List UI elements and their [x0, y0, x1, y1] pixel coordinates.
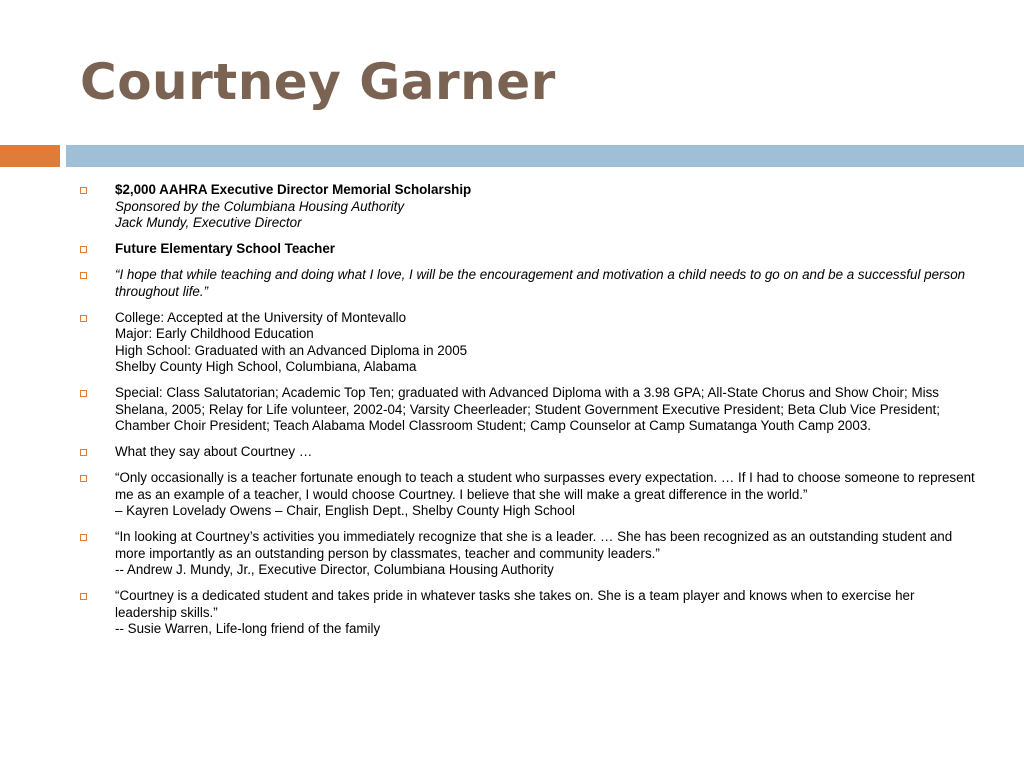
hollow-square-bullet-icon: [80, 449, 87, 456]
accent-bar-blue: [66, 145, 1024, 167]
testimonial-attribution: – Kayren Lovelady Owens – Chair, English Dept., Shelby County High School: [115, 503, 576, 518]
hollow-square-bullet-icon: [80, 475, 87, 482]
testimonial-quote: “Only occasionally is a teacher fortunate enough to teach a student who surpasses every expectation. … If I had to choose someone to represent me as an example of a teacher, I would choose Courtney. I believe that she will make a great difference in the world.”: [115, 470, 975, 502]
list-item-career-goal: [80, 241, 975, 258]
testimonials-intro-text: What they say about Courtney …: [115, 444, 313, 459]
list-item-testimonials-intro: [80, 444, 975, 461]
testimonial-quote: “In looking at Courtney’s activities you immediately recognize that she is a leader. … She has been recognized as an outstanding student and more importantly as an outstanding person by classmates, teacher and community leaders.”: [115, 529, 953, 561]
hollow-square-bullet-icon: [80, 390, 87, 397]
education-school-name: Shelby County High School, Columbiana, Alabama: [115, 359, 417, 374]
education-college: College: Accepted at the University of Montevallo: [115, 309, 407, 325]
hollow-square-bullet-icon: [80, 187, 87, 194]
list-item-testimonial-mundy: [80, 529, 975, 579]
hollow-square-bullet-icon: [80, 593, 87, 600]
education-major: Major: Early Childhood Education: [115, 326, 314, 341]
list-item-education: [80, 310, 975, 376]
scholarship-sponsor: Sponsored by the Columbiana Housing Authority: [115, 198, 405, 214]
scholarship-contact: Jack Mundy, Executive Director: [115, 215, 302, 230]
testimonial-quote: “Courtney is a dedicated student and takes pride in whatever tasks she takes on. She is a team player and knows when to exercise her leadership skills.”: [115, 588, 915, 620]
testimonial-attribution: -- Susie Warren, Life-long friend of the family: [115, 621, 381, 636]
accent-bar-orange: [0, 145, 60, 167]
hollow-square-bullet-icon: [80, 246, 87, 253]
hollow-square-bullet-icon: [80, 534, 87, 541]
bullet-list: [80, 182, 975, 647]
slide-title: Courtney Garner: [80, 53, 556, 111]
hollow-square-bullet-icon: [80, 315, 87, 322]
special-achievements-text: Special: Class Salutatorian; Academic Top Ten; graduated with Advanced Diploma with a 3.98 GPA; All-State Chorus and Show Choir; Miss Shelana, 2005; Relay for Life volunteer, 2002-04; Varsity Cheerleader; Student Government Executive President; Beta Club Vice President; Chamber Choir President; Teach Alabama Model Classroom Student; Camp Counselor at Camp Sumatanga Youth Camp 2003.: [115, 385, 940, 433]
list-item-personal-quote: [80, 267, 975, 300]
testimonial-attribution: -- Andrew J. Mundy, Jr., Executive Director, Columbiana Housing Authority: [115, 562, 554, 577]
list-item-special: [80, 385, 975, 435]
list-item-testimonial-warren: [80, 588, 975, 638]
scholarship-heading: $2,000 AAHRA Executive Director Memorial Scholarship: [115, 182, 472, 197]
personal-quote-text: “I hope that while teaching and doing what I love, I will be the encouragement and motivation a child needs to go on and be a successful person throughout life.”: [115, 267, 966, 299]
hollow-square-bullet-icon: [80, 272, 87, 279]
education-high-school: High School: Graduated with an Advanced Diploma in 2005: [115, 342, 468, 358]
list-item-testimonial-owens: [80, 470, 975, 520]
career-goal-text: Future Elementary School Teacher: [115, 241, 336, 256]
list-item-scholarship: [80, 182, 975, 232]
